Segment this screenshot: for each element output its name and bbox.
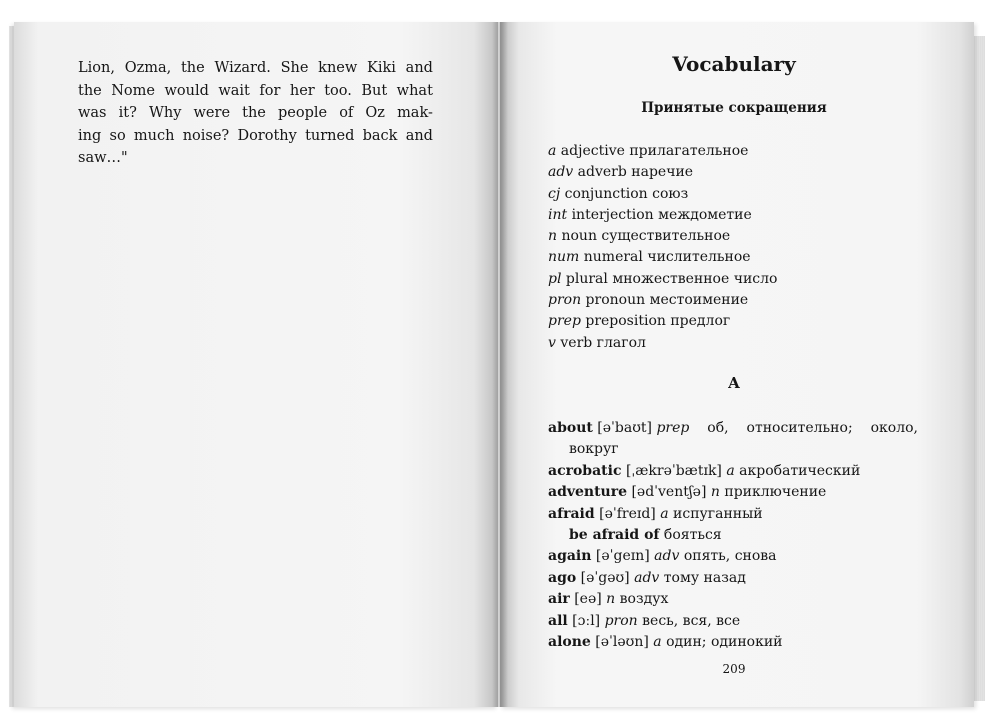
story-word: the xyxy=(78,82,102,99)
vocabulary-entry xyxy=(548,461,918,482)
abbreviation-meaning: conjunction союз xyxy=(560,185,689,202)
story-word: were xyxy=(193,105,231,121)
abbreviations-heading: Принятые сокращения xyxy=(641,100,827,116)
story-word: noise? xyxy=(182,127,230,144)
story-word: Oz xyxy=(365,105,385,121)
entry-headword: be afraid of xyxy=(569,527,660,544)
entry-translation: приключение xyxy=(724,484,827,501)
story-word: her xyxy=(289,82,315,99)
abbreviation-meaning: noun существительное xyxy=(557,228,731,245)
entry-headword: air xyxy=(548,591,570,608)
abbreviation-code: a xyxy=(548,143,557,159)
entry-pos: adv xyxy=(634,569,660,586)
story-word: too. xyxy=(324,82,352,99)
entry-translation: тому назад xyxy=(663,569,746,586)
entry-headword: again xyxy=(548,548,592,565)
story-word: ing xyxy=(78,127,102,144)
story-word: and xyxy=(405,60,433,76)
abbreviation-item xyxy=(548,269,777,290)
story-word: Kiki xyxy=(367,60,396,76)
entry-translation: весь, вся, все xyxy=(642,612,741,629)
entry-translation-part: относительно; xyxy=(746,420,853,436)
abbreviation-code: int xyxy=(548,206,568,223)
abbreviation-item xyxy=(548,290,777,311)
entry-transcription: [ˌækrəˈbætɪk] xyxy=(625,462,722,479)
abbreviation-code: num xyxy=(548,249,580,266)
story-word: But xyxy=(361,82,388,99)
entry-pos: a xyxy=(660,505,669,522)
abbreviation-code: adv xyxy=(548,164,574,181)
abbreviation-item xyxy=(548,205,777,226)
entry-headword: acrobatic xyxy=(548,462,622,479)
story-line-2 xyxy=(78,80,433,103)
entry-transcription: [eə] xyxy=(574,591,602,608)
abbreviation-meaning: preposition предлог xyxy=(580,313,731,330)
vocabulary-entry xyxy=(548,525,918,546)
story-word: Wizard. xyxy=(214,60,271,76)
entry-headword: all xyxy=(548,612,568,629)
abbreviation-item xyxy=(548,311,777,332)
story-word: much xyxy=(133,127,175,144)
abbreviation-item xyxy=(548,141,777,162)
vocabulary-entries xyxy=(548,418,918,653)
entry-headword: ago xyxy=(548,569,577,586)
entry-pos: n xyxy=(710,484,720,501)
vocabulary-entry xyxy=(548,482,918,503)
entry-headword: afraid xyxy=(548,505,595,522)
abbreviation-item xyxy=(548,226,777,247)
entry-pos: n xyxy=(606,591,616,608)
story-line-4 xyxy=(78,125,433,148)
story-word: and xyxy=(405,127,433,144)
abbreviation-meaning: adjective прилагательное xyxy=(556,143,749,159)
right-page-edges xyxy=(973,36,985,701)
entry-translation: бояться xyxy=(663,527,722,544)
story-word: the xyxy=(180,60,205,76)
abbreviation-meaning: adverb наречие xyxy=(573,164,694,181)
entry-transcription: [əˈgeɪn] xyxy=(595,548,650,565)
story-line-3 xyxy=(78,102,433,125)
abbreviation-code: n xyxy=(548,228,558,245)
entry-headword: adventure xyxy=(548,484,628,501)
vocabulary-entry xyxy=(548,546,918,567)
abbreviation-meaning: plural множественное число xyxy=(561,270,778,287)
story-word: turned xyxy=(305,127,355,144)
story-line-1 xyxy=(78,57,433,80)
story-word: people xyxy=(278,105,328,121)
entry-transcription: [ɔːl] xyxy=(572,612,601,629)
page-number: 209 xyxy=(722,662,746,676)
vocabulary-entry xyxy=(548,418,918,439)
entry-headword: alone xyxy=(548,634,591,651)
entry-translation-part: об, xyxy=(707,420,729,436)
story-word: knew xyxy=(318,60,358,76)
abbreviation-item xyxy=(548,247,777,268)
abbreviation-meaning: numeral числительное xyxy=(579,249,751,266)
story-word: so xyxy=(109,127,126,144)
story-word: would xyxy=(164,82,209,99)
abbreviation-meaning: interjection междометие xyxy=(567,206,752,223)
abbreviation-item xyxy=(548,162,777,183)
vocabulary-entry xyxy=(548,504,918,525)
story-word: of xyxy=(339,105,354,121)
abbreviation-code: cj xyxy=(548,185,561,202)
letter-heading: A xyxy=(728,374,740,392)
story-word: was xyxy=(78,105,107,121)
entry-translation: испуганный xyxy=(673,505,763,522)
vocabulary-title: Vocabulary xyxy=(672,52,796,76)
entry-transcription: [əˈgəʊ] xyxy=(580,569,630,586)
entry-transcription: [ədˈventʃə] xyxy=(631,484,707,501)
story-word: for xyxy=(259,82,281,99)
entry-translation-part: около, xyxy=(870,420,918,436)
abbreviation-item xyxy=(548,184,777,205)
abbreviation-code: v xyxy=(548,334,556,351)
vocabulary-entry xyxy=(548,611,918,632)
story-word: Lion, xyxy=(78,60,115,76)
story-word: wait xyxy=(218,82,250,99)
entry-transcription: [əˈbaʊt] xyxy=(597,420,652,436)
entry-pos: pron xyxy=(604,612,638,629)
story-word: She xyxy=(280,60,309,76)
entry-translation: воздух xyxy=(619,591,669,608)
story-word: Why xyxy=(148,105,182,121)
entry-transcription: [əˈləʊn] xyxy=(595,634,649,651)
entry-translation: один; одинокий xyxy=(666,634,783,651)
story-word: the xyxy=(242,105,266,121)
entry-pos: prep xyxy=(656,420,690,436)
story-word: it? xyxy=(118,105,137,121)
story-word: Dorothy xyxy=(237,127,297,144)
abbreviation-code: prep xyxy=(548,313,581,330)
entry-transcription: [əˈfreɪd] xyxy=(599,505,656,522)
entry-pos: adv xyxy=(654,548,680,565)
entry-translation: опять, снова xyxy=(683,548,777,565)
abbreviation-meaning: verb глагол xyxy=(555,334,646,351)
entry-list xyxy=(548,461,918,654)
story-word: back xyxy=(362,127,398,144)
entry-pos: a xyxy=(653,634,662,651)
abbreviation-item xyxy=(548,333,777,354)
entry-headword: about xyxy=(548,420,593,436)
story-word: what xyxy=(396,82,433,99)
entry-translation: акробатический xyxy=(739,462,861,479)
abbreviation-code: pl xyxy=(548,270,562,287)
vocabulary-entry xyxy=(548,568,918,589)
vocabulary-entry xyxy=(548,589,918,610)
book-spine xyxy=(492,22,508,707)
story-text xyxy=(78,57,433,170)
entry-continuation: вокруг xyxy=(569,441,619,458)
story-line-5: saw…" xyxy=(78,150,128,166)
entry-start xyxy=(548,418,689,439)
story-word: mak- xyxy=(397,105,433,121)
abbreviation-code: pron xyxy=(548,292,582,309)
entry-pos: a xyxy=(726,462,735,479)
abbreviations-list xyxy=(548,141,777,354)
vocabulary-entry xyxy=(548,632,918,653)
abbreviation-meaning: pronoun местоимение xyxy=(581,292,749,309)
story-word: Ozma, xyxy=(124,60,172,76)
story-word: Nome xyxy=(111,82,155,99)
